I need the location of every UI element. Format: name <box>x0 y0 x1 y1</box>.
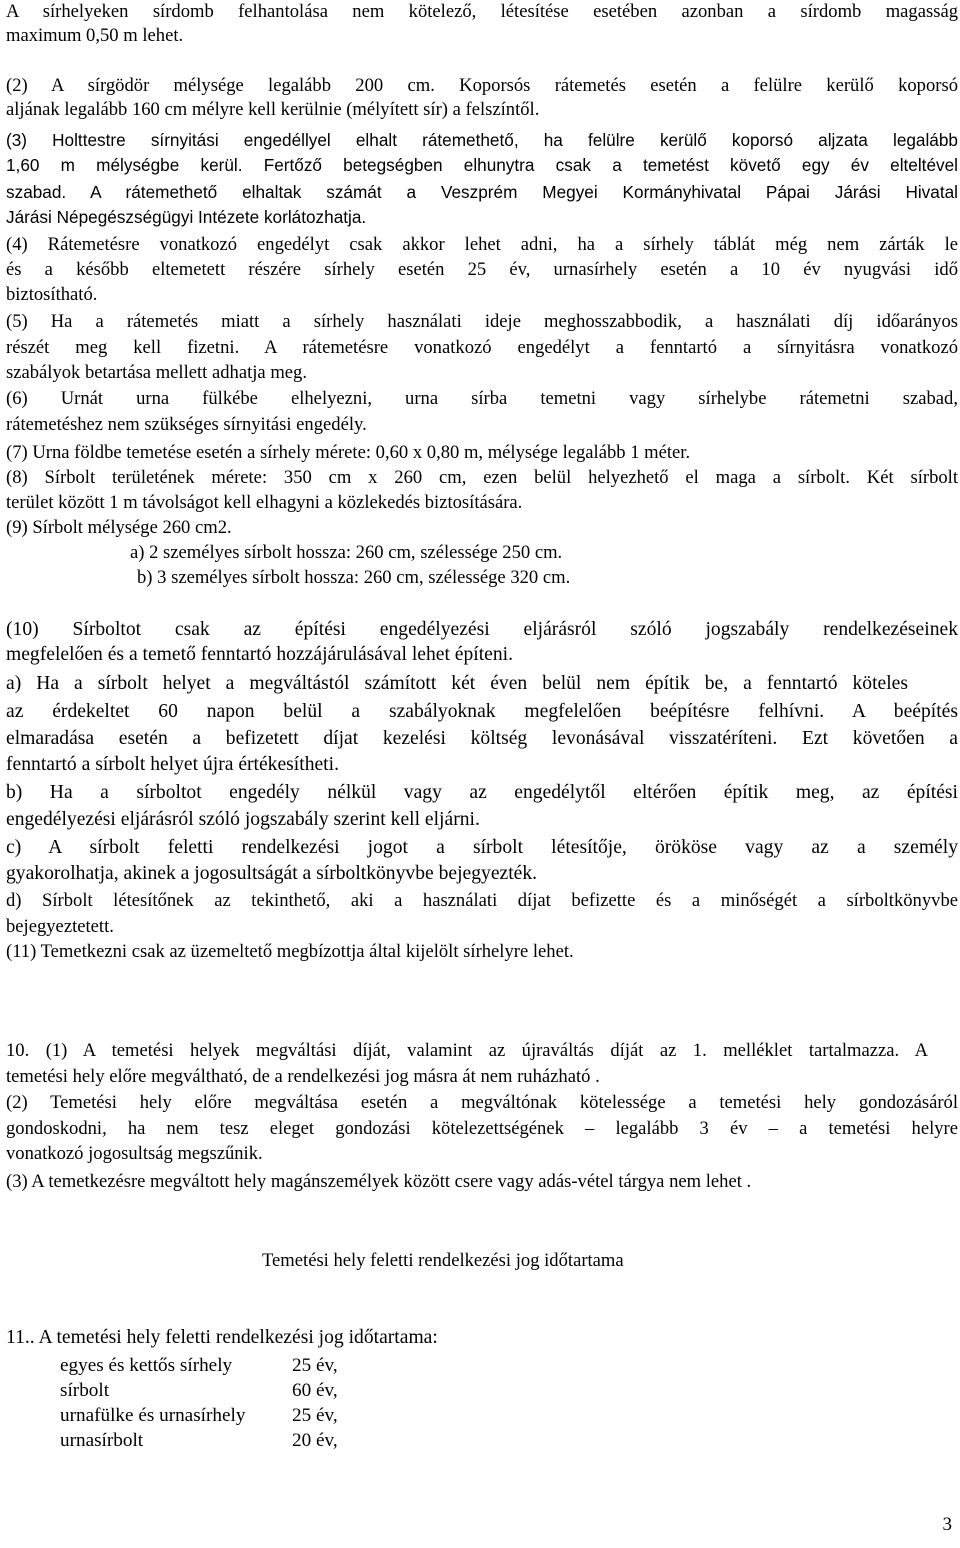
paragraph-line: részét meg kell fizetni. A rátemetésre vonatkozó engedélyt a fenntartó a sírnyitásra vonatkozó <box>6 337 958 358</box>
duration-row <box>60 1428 338 1453</box>
paragraph-line: temetési hely előre megváltható, de a rendelkezési jog másra át nem ruházható . <box>6 1066 600 1087</box>
duration-name: urnafülke és urnasírhely <box>60 1405 246 1426</box>
paragraph-line: 10. (1) A temetési helyek megváltási díját, valamint az újraváltás díját az 1. melléklet tartalmazza. A <box>6 1040 928 1061</box>
list-item: a) 2 személyes sírbolt hossza: 260 cm, szélessége 250 cm. <box>130 542 563 563</box>
paragraph-line: rátemetéshez nem szükséges sírnyitási engedély. <box>6 414 367 435</box>
paragraph-line: elmaradása esetén a befizetett díjat kezelési költség levonásával visszatéríteni. Ezt követően a <box>6 728 958 749</box>
paragraph-line: c) A sírbolt feletti rendelkezési jogot a sírbolt létesítője, örököse vagy az a személy <box>6 837 958 858</box>
paragraph-line: a) Ha a sírbolt helyet a megváltástól számított két éven belül nem építik be, a fenntartó köteles <box>6 673 908 694</box>
paragraph-line: (8) Sírbolt területének mérete: 350 cm x 260 cm, ezen belül helyezhető el maga a sírbolt. Két sírbolt <box>6 467 958 488</box>
paragraph-line: b) Ha a sírboltot engedély nélkül vagy az engedélytől eltérően építik meg, az építési <box>6 782 958 803</box>
duration-value: 25 év, <box>292 1405 338 1426</box>
paragraph-line: engedélyezési eljárásról szóló jogszabály szerint kell eljárni. <box>6 809 480 830</box>
paragraph-line: aljának legalább 160 cm mélyre kell kerülnie (mélyített sír) a felszíntől. <box>6 99 540 120</box>
paragraph-line: Járási Népegészségügyi Intézete korlátozhatja. <box>6 207 367 227</box>
duration-name: sírbolt <box>60 1380 110 1401</box>
paragraph-line: (7) Urna földbe temetése esetén a sírhely mérete: 0,60 x 0,80 m, mélysége legalább 1 méter. <box>6 442 691 463</box>
duration-value: 25 év, <box>292 1355 338 1376</box>
duration-row <box>60 1378 338 1403</box>
duration-row <box>60 1353 338 1378</box>
paragraph-line: d) Sírbolt létesítőnek az tekinthető, aki a használati díjat befizette és a minőségét a sírboltkönyvbe <box>6 890 958 911</box>
paragraph-line: (3) A temetkezésre megváltott hely magánszemélyek között csere vagy adás-vétel tárgya nem lehet . <box>6 1171 752 1192</box>
duration-value: 60 év, <box>292 1380 338 1401</box>
paragraph-line: (2) A sírgödör mélysége legalább 200 cm. Koporsós rátemetés esetén a felülre kerülő koporsó <box>6 75 958 96</box>
paragraph-line: és a később eltemetett részére sírhely esetén 25 év, urnasírhely esetén a 10 év nyugvási idő <box>6 259 958 280</box>
duration-table <box>60 1353 338 1453</box>
paragraph-line: fenntartó a sírbolt helyet újra értékesítheti. <box>6 754 339 775</box>
page-number: 3 <box>942 1514 952 1535</box>
duration-name: urnasírbolt <box>60 1430 144 1451</box>
paragraph-line: vonatkozó jogosultság megszűnik. <box>6 1143 263 1164</box>
paragraph-line: (4) Rátemetésre vonatkozó engedélyt csak akkor lehet adni, ha a sírhely táblát még nem zárták le <box>6 234 958 255</box>
paragraph-line: szabályok betartása mellett adhatja meg. <box>6 362 307 383</box>
paragraph-line: biztosítható. <box>6 284 98 305</box>
list-item: b) 3 személyes sírbolt hossza: 260 cm, szélessége 320 cm. <box>137 567 571 588</box>
paragraph-line: A sírhelyeken sírdomb felhantolása nem kötelező, létesítése esetében azonban a sírdomb magasság <box>6 1 958 22</box>
paragraph-line: terület között 1 m távolságot kell elhagyni a közlekedés biztosítására. <box>6 492 523 513</box>
paragraph-line: gondoskodni, ha nem tesz eleget gondozási kötelezettségének – legalább 3 év – a temetési helyre <box>6 1118 958 1139</box>
paragraph-line: (5) Ha a rátemetés miatt a sírhely használati ideje meghosszabbodik, a használati díj időarányos <box>6 311 958 332</box>
paragraph-line: 1,60 m mélységbe kerül. Fertőző betegségben elhunytra csak a temetést követő egy év elteltével <box>6 155 958 175</box>
paragraph-line: (3) Holttestre sírnyitási engedéllyel elhalt rátemethető, ha felülre kerülő koporsó aljzata legalább <box>6 130 958 150</box>
paragraph-line: (10) Sírboltot csak az építési engedélyezési eljárásról szóló jogszabály rendelkezéseinek <box>6 619 958 640</box>
section-heading: Temetési hely feletti rendelkezési jog időtartama <box>262 1250 624 1271</box>
paragraph-line: szabad. A rátemethető elhaltak számát a Veszprém Megyei Kormányhivatal Pápai Járási Hivatal <box>6 182 958 202</box>
paragraph-line: (6) Urnát urna fülkébe elhelyezni, urna sírba temetni vagy sírhelybe rátemetni szabad, <box>6 388 958 409</box>
duration-name: egyes és kettős sírhely <box>60 1355 233 1376</box>
paragraph-line: bejegyeztetett. <box>6 916 114 937</box>
section-intro: 11.. A temetési hely feletti rendelkezési jog időtartama: <box>6 1327 438 1348</box>
duration-row <box>60 1403 338 1428</box>
paragraph-line: maximum 0,50 m lehet. <box>6 25 184 46</box>
paragraph-line: az érdekeltet 60 napon belül a szabályoknak megfelelően beépítésre felhívni. A beépítés <box>6 701 958 722</box>
paragraph-line: (2) Temetési hely előre megváltása esetén a megváltónak kötelessége a temetési hely gondozásáról <box>6 1092 958 1113</box>
paragraph-line: (11) Temetkezni csak az üzemeltető megbízottja által kijelölt sírhelyre lehet. <box>6 941 574 962</box>
duration-value: 20 év, <box>292 1430 338 1451</box>
paragraph-line: gyakorolhatja, akinek a jogosultságát a sírboltkönyvbe bejegyezték. <box>6 863 538 884</box>
paragraph-line: megfelelően és a temető fenntartó hozzájárulásával lehet építeni. <box>6 644 514 665</box>
paragraph-line: (9) Sírbolt mélysége 260 cm2. <box>6 517 232 538</box>
